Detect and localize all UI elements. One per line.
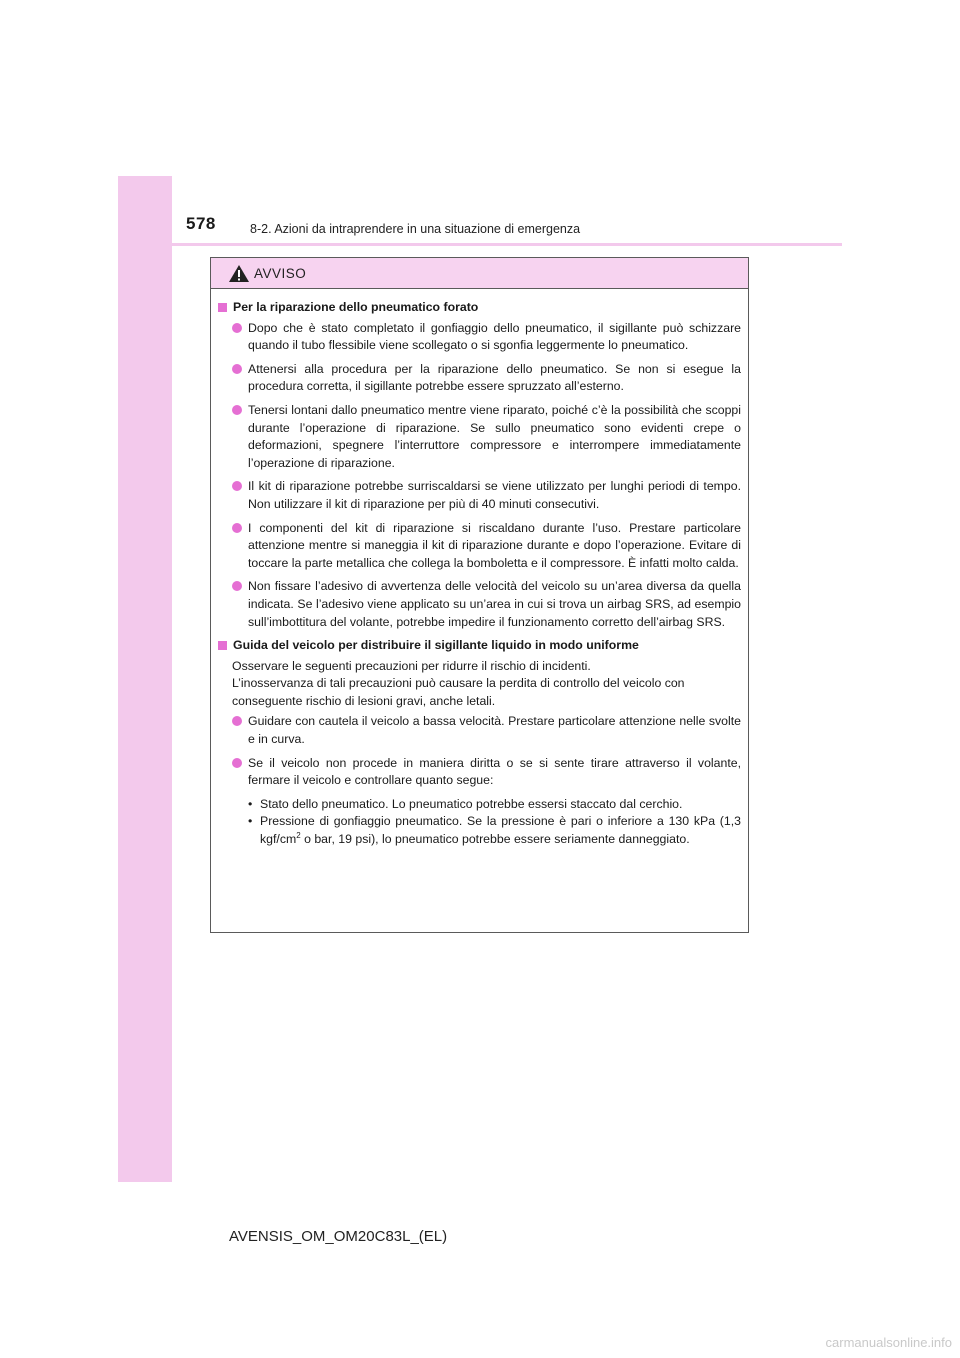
square-bullet-icon [218,641,227,650]
intro-text: L’inosservanza di tali precauzioni può causare la perdita di controllo del veicolo con conseguente rischio di lesioni gravi, anche letali. [232,676,685,708]
section-title: 8-2. Azioni da intraprendere in una situazione di emergenza [250,222,581,236]
document-code: AVENSIS_OM_OM20C83L_(EL) [229,1228,448,1245]
watermark: carmanualsonline.info [825,1335,952,1350]
sub-list-item: • Stato dello pneumatico. Lo pneumatico potrebbe essersi staccato dal cerchio. [248,796,683,811]
circle-bullet-icon [232,364,242,374]
list-item: Guidare con cautela il veicolo a bassa velocità. Prestare particolare attenzione nelle svolte e in curva. [218,713,741,748]
circle-bullet-icon [232,481,242,491]
list-item: Dopo che è stato completato il gonfiaggio dello pneumatico, il sigillante può schizzare quando il tubo flessibile viene scollegato o si sgonfia leggermente lo pneumatico. [218,320,741,355]
page-number: 578 [186,214,216,233]
circle-bullet-icon [232,405,242,415]
warning-title: AVVISO [254,265,307,281]
header-rule [172,243,842,246]
circle-bullet-icon [232,716,242,726]
list-item: Se il veicolo non procede in maniera diritta o se si sente tirare attraverso il volante, fermare il veicolo e controllare quanto segue: [218,755,741,790]
square-bullet-icon [218,303,227,312]
chapter-side-band [118,176,172,1182]
warning-body [211,289,748,849]
warning-triangle-icon [228,264,250,283]
circle-bullet-icon [232,323,242,333]
list-item: Tenersi lontani dallo pneumatico mentre viene riparato, poiché c’è la possibilità che scoppi durante l’operazione di riparazione. Se sullo pneumatico sono evidenti crepe o deformazioni, spegnere l’interruttore compressore e interrompere immediatamente l’operazione di riparazione. [218,402,741,472]
warning-header [211,258,748,289]
list-item: Non fissare l’adesivo di avvertenza delle velocità del veicolo su un’area diversa da quella indicata. Se l’adesivo viene applicato su un’area in cui si trova un airbag SRS, ad esempio sull’imbottitura del volante, potrebbe impedire il funzionamento corretto dell’airbag SRS. [218,578,741,631]
section-heading: Guida del veicolo per distribuire il sigillante liquido in modo uniforme [218,637,741,655]
intro-text: Osservare le seguenti precauzioni per ridurre il rischio di incidenti. [232,658,591,673]
circle-bullet-icon [232,758,242,768]
section-heading: Per la riparazione dello pneumatico forato [218,299,741,317]
list-item: Attenersi alla procedura per la riparazione dello pneumatico. Se non si esegue la procedura corretta, il sigillante potrebbe essere spruzzato all’esterno. [218,361,741,396]
warning-box [210,257,749,933]
circle-bullet-icon [232,523,242,533]
sub-list-item: • Pressione di gonfiaggio pneumatico. Se la pressione è pari o inferiore a 130 kPa (1,3 kgf/$cm^2$ o bar, 19 psi), lo pneumatico potrebbe essere seriamente danneggiato. [248,814,741,847]
list-item: I componenti del kit di riparazione si riscaldano durante l’uso. Prestare particolare attenzione mentre si maneggia il kit di riparazione durante e dopo l’operazione. Evitare di toccare la parte metallica che collega la bomboletta e il compressore. È infatti molto calda. [218,520,741,573]
list-item: Il kit di riparazione potrebbe surriscaldarsi se viene utilizzato per lunghi periodi di tempo. Non utilizzare il kit di riparazione per più di 40 minuti consecutivi. [218,478,741,513]
circle-bullet-icon [232,581,242,591]
